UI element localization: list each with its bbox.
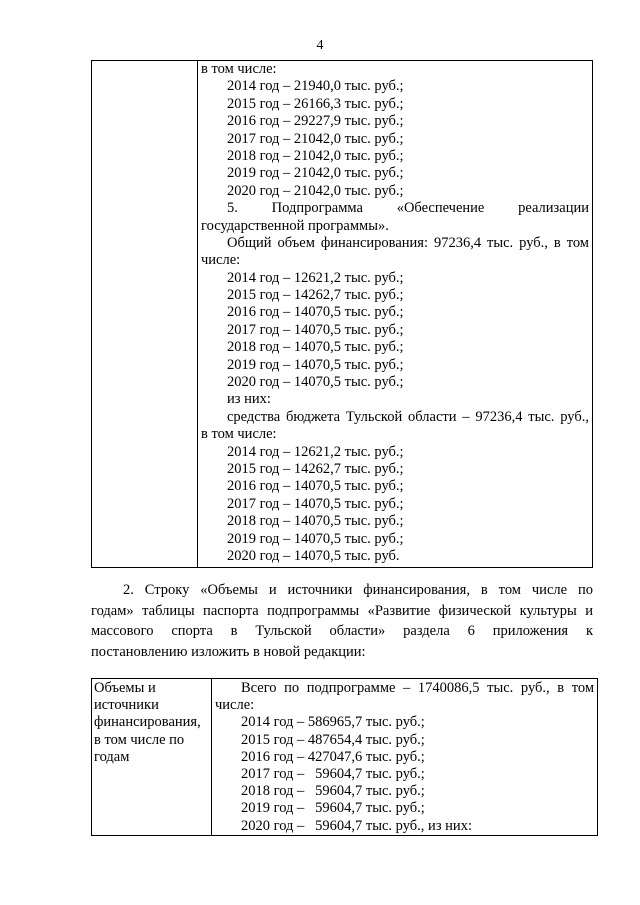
iz-nih-label: из них: bbox=[227, 391, 271, 408]
year-line: 2018 год – 59604,7 тыс. руб.; bbox=[241, 783, 425, 800]
budget-line: средства бюджета Тульской области – 97236,4 тыс. руб., bbox=[227, 408, 589, 425]
year-line: 2020 год – 14070,5 тыс. руб. bbox=[227, 547, 400, 564]
amendment-paragraph bbox=[91, 580, 593, 662]
total-financing-line-cont: числе: bbox=[201, 252, 241, 269]
funding-table-continued bbox=[91, 60, 593, 568]
subprogram-5-title-cont: государственной программы». bbox=[201, 217, 389, 234]
year-line: 2015 год – 14262,7 тыс. руб.; bbox=[227, 460, 404, 477]
year-line: 2018 год – 14070,5 тыс. руб.; bbox=[227, 513, 404, 530]
table1-right-cell bbox=[198, 61, 593, 568]
year-line: 2019 год – 14070,5 тыс. руб.; bbox=[227, 356, 404, 373]
year-line: 2016 год – 427047,6 тыс. руб.; bbox=[241, 748, 425, 765]
left-cell-line: финансирования, bbox=[94, 714, 201, 731]
paragraph-line: постановлению изложить в новой редакции: bbox=[91, 643, 366, 660]
year-line: 2017 год – 21042,0 тыс. руб.; bbox=[227, 130, 404, 147]
year-line: 2018 год – 21042,0 тыс. руб.; bbox=[227, 147, 404, 164]
year-line: 2014 год – 21940,0 тыс. руб.; bbox=[227, 78, 404, 95]
paragraph-line: массового спорта в Тульской области» раздела 6 приложения к bbox=[91, 623, 593, 640]
paragraph-line: 2. Строку «Объемы и источники финансирования, в том числе по bbox=[123, 582, 593, 598]
year-line: 2020 год – 21042,0 тыс. руб.; bbox=[227, 182, 404, 199]
year-line: 2017 год – 59604,7 тыс. руб.; bbox=[241, 765, 425, 782]
table1-line: в том числе: bbox=[201, 61, 277, 77]
funding-table-new bbox=[91, 678, 598, 836]
year-line: 2016 год – 14070,5 тыс. руб.; bbox=[227, 304, 404, 321]
year-line: 2017 год – 14070,5 тыс. руб.; bbox=[227, 321, 404, 338]
left-cell-line: годам bbox=[94, 748, 130, 765]
year-line: 2019 год – 14070,5 тыс. руб.; bbox=[227, 530, 404, 547]
budget-line-cont: в том числе: bbox=[201, 426, 277, 443]
total-financing-line: Общий объем финансирования: 97236,4 тыс. руб., в том bbox=[227, 234, 589, 251]
paragraph-line: годам» таблицы паспорта подпрограммы «Развитие физической культуры и bbox=[91, 602, 593, 619]
year-line: 2015 год – 487654,4 тыс. руб.; bbox=[241, 731, 425, 748]
year-line: 2019 год – 21042,0 тыс. руб.; bbox=[227, 165, 404, 182]
year-line: 2015 год – 14262,7 тыс. руб.; bbox=[227, 287, 404, 304]
page-number: 4 bbox=[316, 38, 324, 53]
year-line: 2018 год – 14070,5 тыс. руб.; bbox=[227, 339, 404, 356]
left-cell-line: источники bbox=[94, 697, 159, 714]
table2-right-cell bbox=[212, 679, 598, 836]
left-cell-line: в том числе по bbox=[94, 731, 185, 748]
year-line: 2019 год – 59604,7 тыс. руб.; bbox=[241, 800, 425, 817]
table1-left-cell bbox=[92, 61, 198, 568]
year-line: 2020 год – 59604,7 тыс. руб., из них: bbox=[241, 817, 472, 834]
total-line-cont: числе: bbox=[215, 697, 255, 714]
year-line: 2016 год – 29227,9 тыс. руб.; bbox=[227, 113, 404, 130]
left-cell-line: Объемы и bbox=[94, 680, 156, 696]
table2-left-cell bbox=[92, 679, 212, 836]
subprogram-5-title: 5. Подпрограмма «Обеспечение реализации bbox=[227, 200, 589, 217]
year-line: 2014 год – 12621,2 тыс. руб.; bbox=[227, 269, 404, 286]
total-line: Всего по подпрограмме – 1740086,5 тыс. руб., в том bbox=[241, 680, 594, 696]
year-line: 2015 год – 26166,3 тыс. руб.; bbox=[227, 95, 404, 112]
year-line: 2014 год – 586965,7 тыс. руб.; bbox=[241, 714, 425, 731]
year-line: 2016 год – 14070,5 тыс. руб.; bbox=[227, 478, 404, 495]
year-line: 2020 год – 14070,5 тыс. руб.; bbox=[227, 374, 404, 391]
year-line: 2014 год – 12621,2 тыс. руб.; bbox=[227, 443, 404, 460]
year-line: 2017 год – 14070,5 тыс. руб.; bbox=[227, 495, 404, 512]
